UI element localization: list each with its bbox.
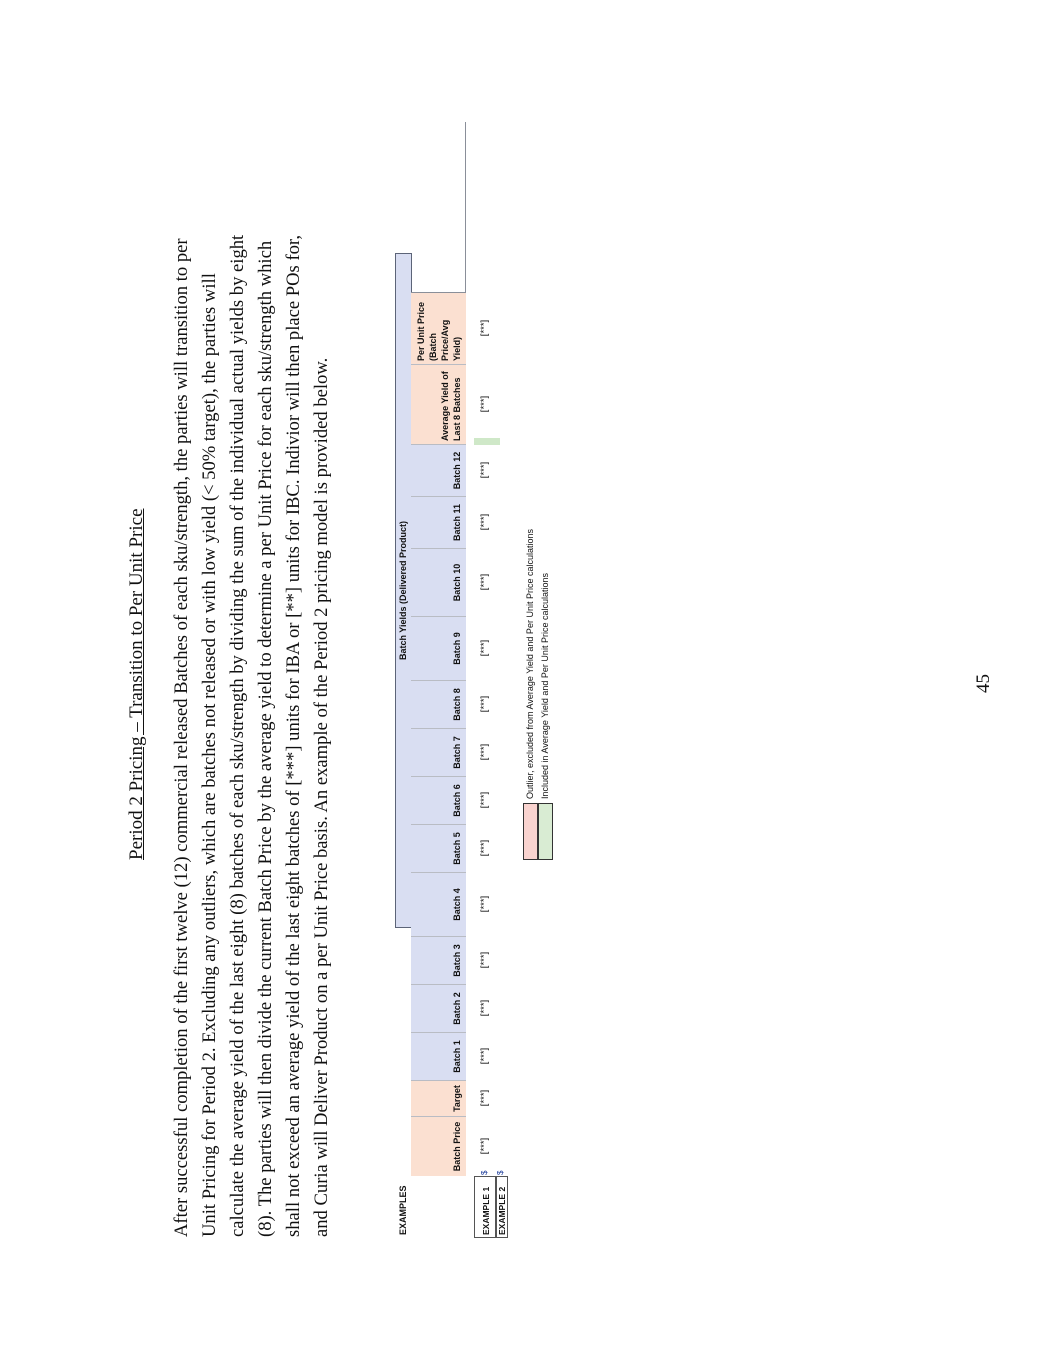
paragraph-line: calculate the average yield of the last eight (8) batches of each sku/strength by dividing the sum of the individual actual yields by eight [227, 234, 248, 1237]
header-batch-5 [411, 824, 466, 872]
batch-yield-cell: [***] [479, 513, 490, 531]
header-batch-10 [411, 548, 466, 616]
header-batch-3 [411, 936, 466, 984]
batch-yield-cell: [***] [479, 573, 490, 591]
header-average-yield-label: Average Yield of Last 8 Batches [440, 371, 462, 441]
header-batch-11 [411, 496, 466, 548]
header-batch-label: Batch 5 [452, 832, 462, 865]
header-batch-8 [411, 680, 466, 728]
header-batch-label: Batch 4 [452, 888, 462, 921]
paragraph-line: Unit Pricing for Period 2. Excluding any outliers, which are batches not released or with low yield (< 50% target), the parties will [199, 273, 220, 1237]
average-yield-cell: [***] [479, 395, 490, 413]
batch-yield-cell: [***] [479, 461, 490, 479]
header-batch-price-label: Batch Price [452, 1121, 462, 1172]
header-batch-12 [411, 444, 466, 496]
header-batch-1 [411, 1032, 466, 1080]
header-per-unit-price-label: Per Unit Price (Batch Price/Avg Yield) [416, 301, 462, 361]
example-label: EXAMPLE 1 [481, 1186, 491, 1235]
batch-yield-cell: [***] [479, 695, 490, 713]
header-batch-label: Batch 2 [452, 992, 462, 1025]
header-batch-label: Batch 9 [452, 632, 462, 665]
batch-yield-cell: [***] [479, 743, 490, 761]
table-row [496, 122, 506, 1238]
header-batch-label: Batch 12 [452, 451, 462, 490]
section-heading: Period 2 Pricing – Transition to Per Unit Price [126, 508, 147, 860]
batch-yield-cell: [***] [479, 1047, 490, 1065]
batch-yield-cell: [***] [479, 999, 490, 1017]
legend-outlier-label: Outlier, excluded from Average Yield and Per Unit Price calculations [525, 529, 535, 799]
header-batch-price [411, 1116, 466, 1176]
target-cell: [***] [479, 1089, 490, 1107]
per-unit-price-cell: [***] [479, 319, 490, 337]
batch-yield-cell: [***] [479, 839, 490, 857]
paragraph-line: (8). The parties will then divide the current Batch Price by the average yield to determine a per Unit Price for each sku/strength which [255, 240, 276, 1237]
batch-yields-header: Batch Yields (Delivered Product) [395, 253, 412, 928]
header-batch-7 [411, 728, 466, 776]
legend-included-swatch [538, 803, 553, 860]
header-batch-9 [411, 616, 466, 680]
header-batch-label: Batch 6 [452, 784, 462, 817]
currency-symbol: $ [480, 1170, 489, 1175]
example-label-cell [496, 1176, 508, 1238]
page-number: 45 [973, 674, 994, 693]
header-batch-label: Batch 11 [452, 503, 462, 542]
legend-included-label: Included in Average Yield and Per Unit Price calculations [540, 573, 550, 799]
header-batch-2 [411, 984, 466, 1032]
batch-yield-cell: [***] [479, 951, 490, 969]
header-average-yield [411, 364, 466, 444]
batch-yield-cell: [***] [479, 791, 490, 809]
header-batch-4 [411, 872, 466, 936]
header-batch-label: Batch 7 [452, 736, 462, 769]
header-batch-label: Batch 1 [452, 1040, 462, 1073]
examples-label: EXAMPLES [398, 1185, 408, 1235]
example-label-cell [474, 1176, 496, 1238]
example-label: EXAMPLE 2 [497, 1186, 507, 1235]
header-blank-cell [411, 1176, 466, 1238]
table-header-row [411, 122, 466, 1238]
header-batch-label: Batch 3 [452, 944, 462, 977]
legend-outlier-swatch [523, 803, 538, 860]
header-batch-label: Batch 8 [452, 688, 462, 721]
currency-symbol: $ [496, 1170, 505, 1175]
header-per-unit-price [411, 292, 466, 364]
header-target [411, 1080, 466, 1116]
table-row [474, 122, 496, 1238]
header-batch-6 [411, 776, 466, 824]
header-batch-label: Batch 10 [452, 563, 462, 602]
batch-yield-cell: [***] [479, 895, 490, 913]
paragraph-line: and Curia will Deliver Product on a per Unit Price basis. An example of the Period 2 pricing model is provided below. [311, 357, 332, 1237]
paragraph-line: shall not exceed an average yield of the last eight batches of [***] units for IBA or [**] units for IBC. Indivior will then place POs for, [283, 234, 304, 1237]
header-target-label: Target [452, 1085, 462, 1112]
paragraph-line: After successful completion of the first twelve (12) commercial released Batches of each sku/strength, the parties will transition to per [171, 238, 192, 1237]
batch-price-cell [496, 1116, 506, 1176]
batch-price-value: [***] [479, 1137, 490, 1155]
batch-price-cell [474, 1116, 496, 1176]
batch-yield-cell: [***] [479, 639, 490, 657]
